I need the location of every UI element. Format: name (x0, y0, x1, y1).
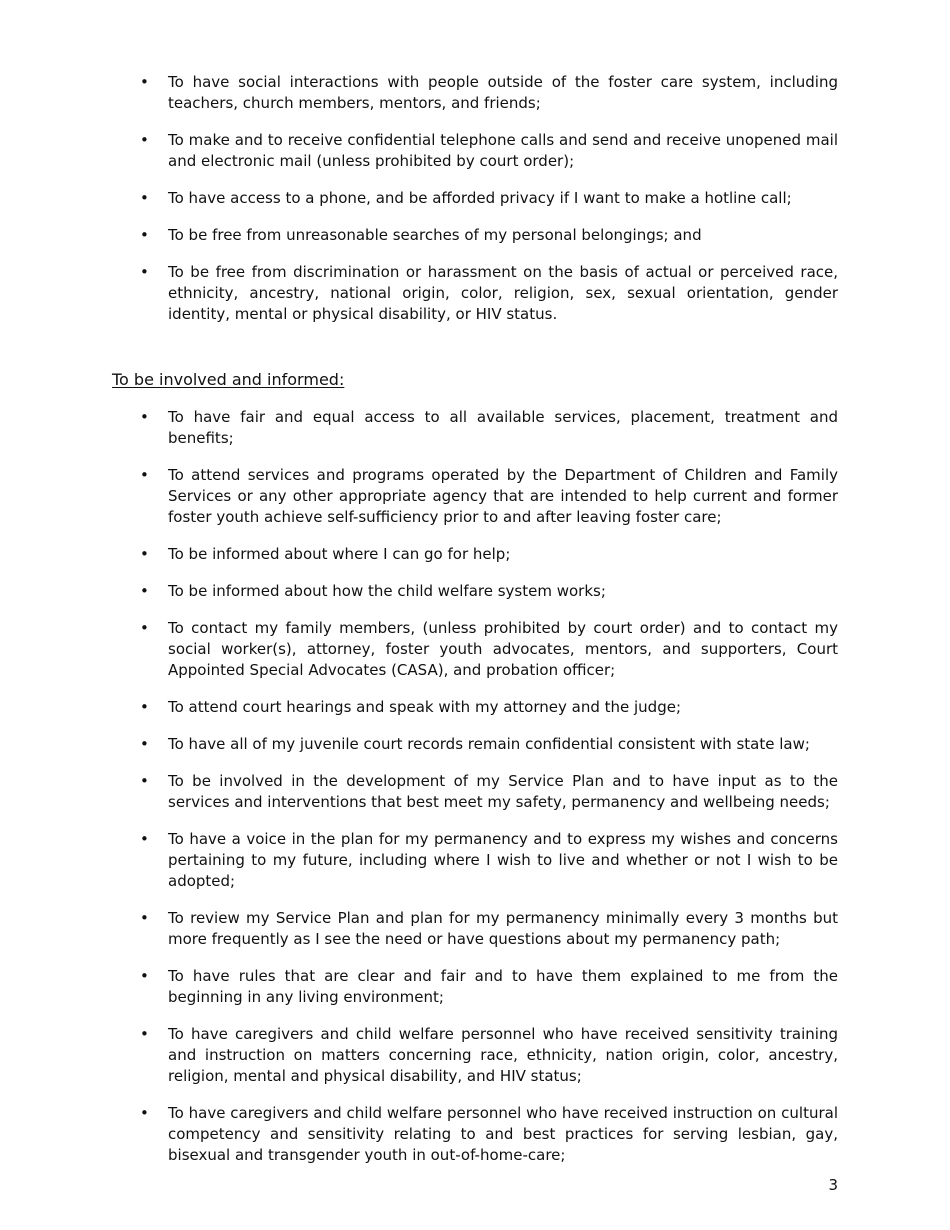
list-item: • To have access to a phone, and be afforded privacy if I want to make a hotline call; (140, 188, 838, 209)
list-item: • To have social interactions with people outside of the foster care system, including teachers, church members, mentors, and friends; (140, 72, 838, 114)
list-item: • To have caregivers and child welfare personnel who have received instruction on cultural competency and sensitivity relating to and best practices for serving lesbian, gay, bisexual and transgender youth in out-of-home-care; (140, 1103, 838, 1166)
list-item: • To review my Service Plan and plan for my permanency minimally every 3 months but more frequently as I see the need or have questions about my permanency path; (140, 908, 838, 950)
list-item: • To have rules that are clear and fair and to have them explained to me from the beginning in any living environment; (140, 966, 838, 1008)
list-item: • To have a voice in the plan for my permanency and to express my wishes and concerns pertaining to my future, including where I wish to live and whether or not I wish to be adopted; (140, 829, 838, 892)
list-item: • To attend services and programs operated by the Department of Children and Family Services or any other appropriate agency that are intended to help current and former foster youth achieve self-sufficiency prior to and after leaving foster care; (140, 465, 838, 528)
list-item: • To be free from discrimination or harassment on the basis of actual or perceived race, ethnicity, ancestry, national origin, color, religion, sex, sexual orientation, gender identity, mental or physical disability, or HIV status. (140, 262, 838, 325)
list-item: • To have caregivers and child welfare personnel who have received sensitivity training and instruction on matters concerning race, ethnicity, nation origin, color, ancestry, religion, mental and physical disability, and HIV status; (140, 1024, 838, 1087)
list-item: • To be free from unreasonable searches of my personal belongings; and (140, 225, 838, 246)
list-item: • To be informed about how the child welfare system works; (140, 581, 838, 602)
section-heading: To be involved and informed: (112, 370, 345, 389)
rights-list-2 (140, 407, 838, 1182)
page-number: 3 (828, 1176, 838, 1194)
list-item: • To be informed about where I can go for help; (140, 544, 838, 565)
list-item: • To be involved in the development of my Service Plan and to have input as to the services and interventions that best meet my safety, permanency and wellbeing needs; (140, 771, 838, 813)
rights-list-1 (140, 72, 838, 341)
list-item: • To contact my family members, (unless prohibited by court order) and to contact my social worker(s), attorney, foster youth advocates, mentors, and supporters, Court Appointed Special Advocates (CASA), and probation officer; (140, 618, 838, 681)
list-item: • To attend court hearings and speak with my attorney and the judge; (140, 697, 838, 718)
list-item: • To have fair and equal access to all available services, placement, treatment and benefits; (140, 407, 838, 449)
list-item: • To make and to receive confidential telephone calls and send and receive unopened mail and electronic mail (unless prohibited by court order); (140, 130, 838, 172)
list-item: • To have all of my juvenile court records remain confidential consistent with state law; (140, 734, 838, 755)
